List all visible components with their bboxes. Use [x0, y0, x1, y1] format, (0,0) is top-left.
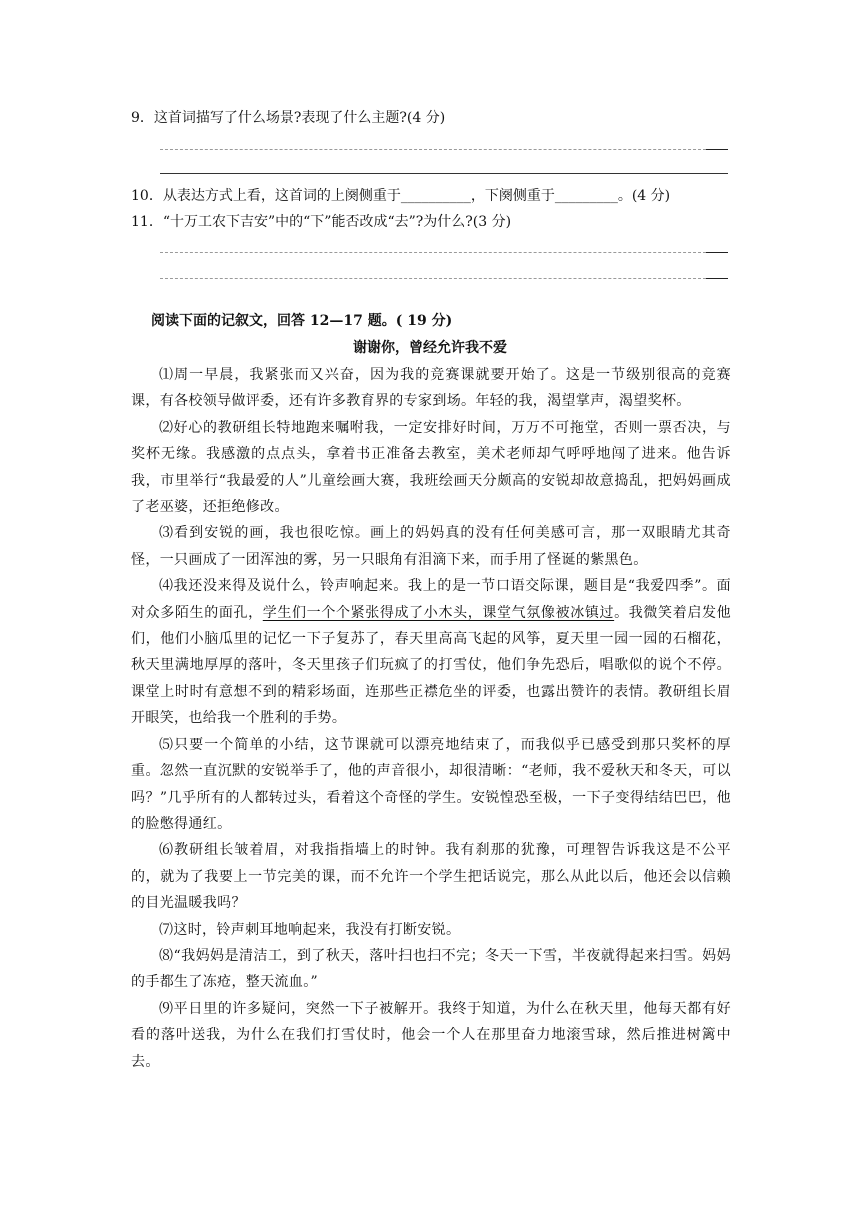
paragraph-1: ⑴周一早晨，我紧张而又兴奋，因为我的竞赛课就要开始了。这是一节级别很高的竞赛课，有各校领导做评委，还有许多教育界的专家到场。年轻的我，渴望掌声，渴望奖杯。: [131, 367, 731, 410]
underlined-sentence: 学生们一个个紧张得成了小木头，课堂气氛像被冰镇过: [262, 604, 615, 621]
question-9: 9．这首词描写了什么场景?表现了什么主题?(4 分): [131, 110, 446, 126]
paragraph-5: ⑸只要一个简单的小结，这节课就可以漂亮地结束了，而我似乎已感受到那只奖杯的厚重。忽然一直沉默的安锐举手了，他的声音很小，却很清晰：“老师，我不爱秋天和冬天，可以吗？”几乎所有的人都转过头，看着这个奇怪的学生。安锐惶恐至极，一下子变得结结巴巴，他的脸憋得通红。: [131, 736, 731, 832]
paragraph-4: [131, 573, 731, 731]
answer-line[interactable]: [160, 246, 728, 258]
answer-line[interactable]: [160, 143, 728, 155]
reading-heading: 阅读下面的记叙文，回答 12—17 题。( 19 分): [151, 313, 453, 329]
paragraph-4-text: 。我微笑着启发他们，他们小脑瓜里的记忆一下子复苏了，春天里高高飞起的风筝，夏天里一园一园的石榴花，秋天里满地厚厚的落叶，冬天里孩子们玩疯了的打雪仗，他们争先恐后，唱歌似的说个不停。课堂上时时有意想不到的精彩场面，连那些正襟危坐的评委，也露出赞许的表情。教研组长眉开眼笑，也给我一个胜利的手势。: [131, 604, 731, 727]
question-11: 11．“十万工农下吉安”中的“下”能否改成“去”?为什么?(3 分): [131, 214, 512, 230]
paragraph-9: ⑼平日里的许多疑问，突然一下子被解开。我终于知道，为什么在秋天里，他每天都有好看的落叶送我，为什么在我们打雪仗时，他会一个人在那里奋力地滚雪球，然后推进树篱中去。: [131, 1000, 731, 1070]
passage-body: [131, 362, 731, 1075]
answer-line[interactable]: [160, 173, 728, 174]
paragraph-2: ⑵好心的教研组长特地跑来嘱咐我，一定安排好时间，万万不可拖堂，否则一票否决，与奖杯无缘。我感激的点点头，拿着书正准备去教室，美术老师却气呼呼地闯了进来。他告诉我，市里举行“我最爱的人”儿童绘画大赛，我班绘画天分颇高的安锐却故意捣乱，把妈妈画成了老巫婆，还拒绝修改。: [131, 419, 731, 516]
paragraph-6: ⑹教研组长皱着眉，对我指指墙上的时钟。我有刹那的犹豫，可理智告诉我这是不公平的，就为了我要上一节完美的课，而不允许一个学生把话说完，那么从此以后，他还会以信赖的目光温暖我吗？: [131, 842, 731, 912]
answer-line[interactable]: [160, 272, 728, 284]
paragraph-4-text: ⑷我还没来得及说什么，铃声响起来。我上的是一节口语交际课，题目是“我爱四季”。面对众多陌生的面孔，: [131, 578, 731, 621]
paragraph-8: ⑻“我妈妈是清洁工，到了秋天，落叶扫也扫不完；冬天一下雪，半夜就得起来扫雪。妈妈的手都生了冻疮，整天流血。”: [131, 947, 731, 991]
paragraph-3: ⑶看到安锐的画，我也很吃惊。画上的妈妈真的没有任何美感可言，那一双眼睛尤其奇怪，一只画成了一团浑浊的雾，另一只眼角有泪滴下来，而手用了怪诞的紫黑色。: [131, 525, 731, 568]
paragraph-7: ⑺这时，铃声刺耳地响起来，我没有打断安锐。: [159, 921, 461, 938]
passage-title: 谢谢你，曾经允许我不爱: [353, 340, 507, 356]
question-10: 10．从表达方式上看，这首词的上阕侧重于__________，下阕侧重于_________。(4 分): [131, 188, 671, 204]
